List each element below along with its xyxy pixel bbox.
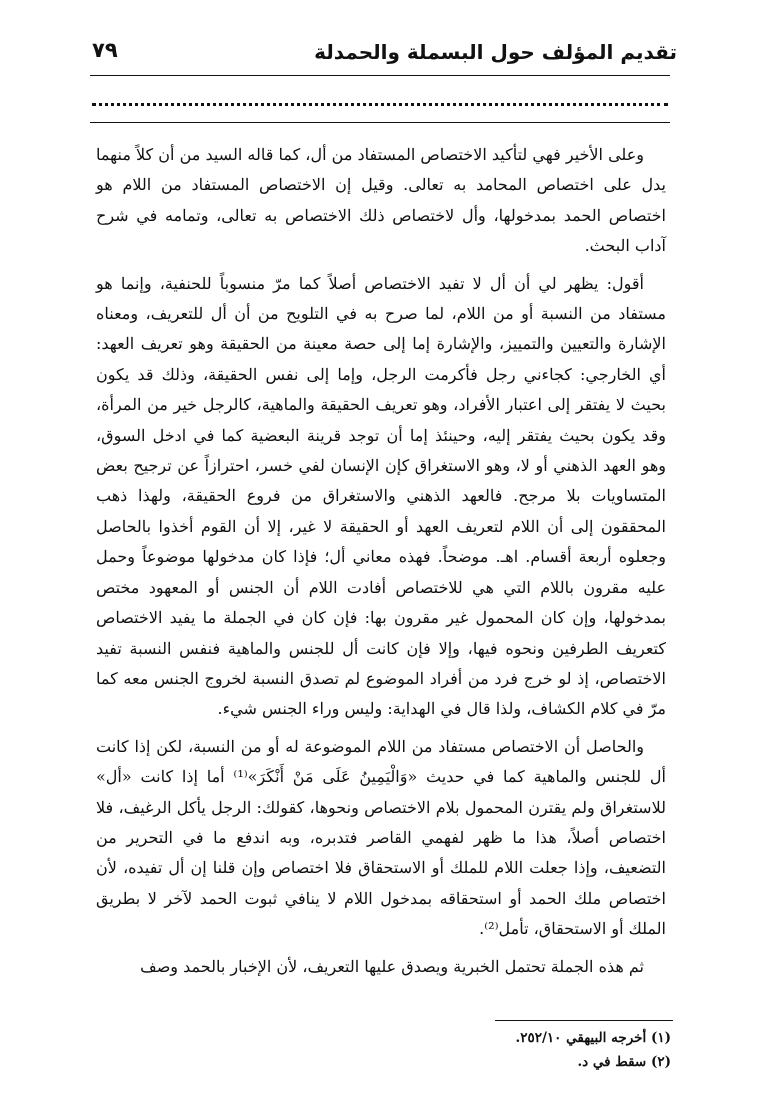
header-rule xyxy=(90,75,670,76)
paragraph: وعلى الأخير فهي لتأكيد الاختصاص المستفاد من أل، كما قاله السيد من أن كلاً منهما يدل على اختصاص المحامد به تعالى. وقيل إن الاختصاص المستفاد من اللام هو اختصاص الحمد بمدخولها، وأل لاختصاص ذلك الاختصاص به تعالى، وتمامه في شرح آداب البحث. xyxy=(96,145,666,256)
page-number: ٧٩ xyxy=(92,38,118,62)
paragraph: أقول: يظهر لي أن أل لا تفيد الاختصاص أصلاً كما مرّ منسوباً للحنفية، وإنما هو مستفاد من النسبة أو من اللام، لما صرح به في التلويح من أن أل للتعريف، ومعناه الإشارة والتعيين والتمييز، والإشارة إما إلى حصة معينة من الحقيقة وهو تعريف العهد: أي الخارجي: كجاءني رجل فأكرمت الرجل، وإما إلى نفس الحقيقة، وذلك قد يكون بحيث لا يفتقر إلى اعتبار الأفراد، وهو تعريف الحقيقة والماهية، كالرجل خير من المرأة، وقد يكون بحيث يفتقر إليه، وحينئذ إما أن توجد قرينة البعضية كما في ادخل السوق، وهو العهد الذهني أو لا، وهو الاستغراق كإن الإنسان لفي خسر، احترازاً عن ترجيح بعض المتساويات بلا مرجح. فالعهد الذهني والاستغراق من فروع الحقيقة، ولهذا ذهب المحققون إلى أن اللام لتعريف العهد أو الحقيقة لا غير، إلا أن القوم أخذوا بالحاصل وجعلوه أربعة أقسام. اهـ. موضحاً. فهذه معاني أل؛ فإذا كان مدخولها موضوعاً وحمل عليه مقرون باللام التي هي للاختصاص أفادت اللام أن الجنس أو المعهود مختص بمدخولها، وإن كان المحمول غير مقرون بها: فإن كان في الجملة ما يفيد الاختصاص كتعريف الطرفين ونحوه فيها، وإلا فإن كانت أل للجنس والماهية فنفس النسبة تفيد الاختصاص، إذ لو خرج فرد من أفراد الموضوع لم تصدق النسبة لخروج الجنس معه كما مرّ في كلام الكشاف، ولذا قال في الهداية: وليس وراء الجنس شيء. xyxy=(96,273,666,719)
paragraph: ثم هذه الجملة تحتمل الخبرية ويصدق عليها التعريف، لأن الإخبار بالحمد وصف xyxy=(140,956,644,976)
dotted-divider xyxy=(92,103,668,106)
footnote: (٢) سقط في د. xyxy=(577,1054,671,1070)
running-title: تقديم المؤلف حول البسملة والحمدلة xyxy=(314,40,677,64)
divider-rule xyxy=(90,122,670,123)
footnote-separator xyxy=(495,1020,673,1021)
paragraph: والحاصل أن الاختصاص مستفاد من اللام الموضوعة له أو من النسبة، لكن إذا كانت أل للجنس والماهية كما في حديث «وَالْيَمِينُ عَلَى مَنْ أَنْكَرَ»⁽¹⁾ أما إذا كانت «أل» للاستغراق ولم يقترن المحمول بلام الاختصاص ونحوها، كقولك: الرجل يأكل الرغيف، فلا اختصاص أصلاً، هذا ما ظهر لفهمي القاصر فتدبره، وبه اندفع ما في التحرير من التضعيف، وإذا جعلت اللام للملك أو الاستحقاق فلا اختصاص وإن قلنا إن أل تفيده، لأن اختصاص ملك الحمد أو استحقاقه بمدخول اللام لا ينافي ثبوت الحمد لآخر لا بطريق الملك أو الاستحقاق، تأمل⁽²⁾. xyxy=(96,736,667,939)
running-head xyxy=(92,36,677,72)
body-text xyxy=(96,140,666,989)
footnote: (١) أخرجه البيهقي ٢٥٢/١٠. xyxy=(515,1030,671,1046)
footnotes xyxy=(111,1026,671,1074)
